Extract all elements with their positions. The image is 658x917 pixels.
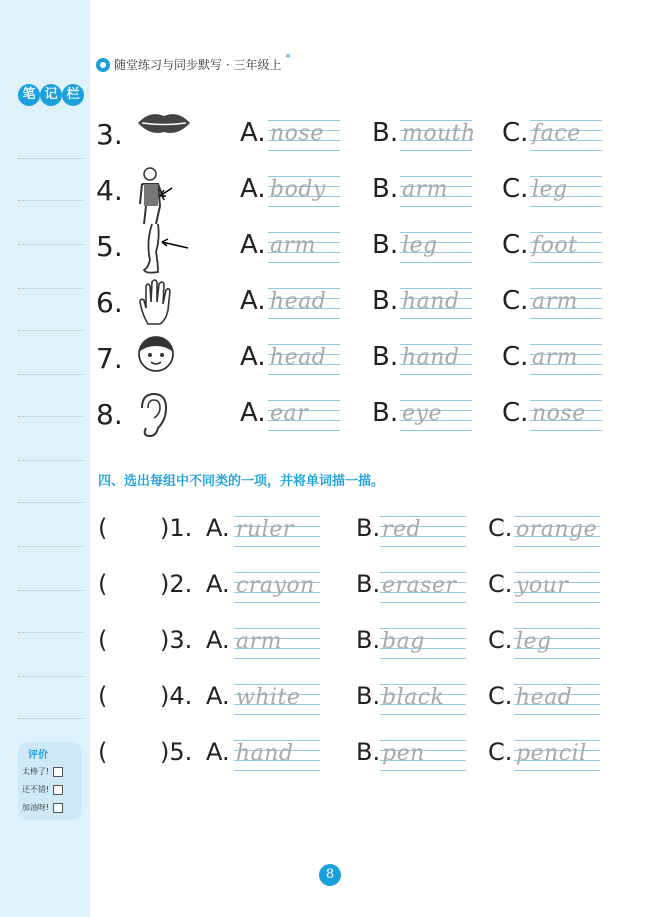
- page-header: [96, 53, 291, 73]
- question-number: 8.: [96, 398, 123, 431]
- evaluation-item-label: 还不错!: [22, 785, 50, 794]
- trace-word[interactable]: red: [382, 517, 422, 542]
- note-line: [18, 330, 84, 331]
- trace-word[interactable]: head: [270, 289, 327, 314]
- leg-arrow-icon: [136, 222, 190, 280]
- evaluation-item-label: 加油呀!: [22, 803, 50, 812]
- trace-word[interactable]: leg: [532, 177, 568, 202]
- answer-paren-open: (: [98, 682, 108, 710]
- trace-word[interactable]: nose: [532, 401, 586, 426]
- trace-word[interactable]: pen: [382, 741, 425, 766]
- trace-word[interactable]: face: [532, 121, 581, 146]
- option-letter: B.: [372, 174, 399, 204]
- trace-word[interactable]: arm: [270, 233, 316, 258]
- trace-word[interactable]: body: [270, 177, 326, 202]
- evaluation-checkbox[interactable]: [53, 785, 63, 795]
- option-letter: A.: [206, 570, 230, 598]
- trace-word[interactable]: white: [236, 685, 301, 710]
- trace-word[interactable]: your: [516, 573, 569, 598]
- option-letter: B.: [356, 626, 381, 654]
- notes-title-char: 记: [40, 84, 62, 106]
- page-number: 8: [319, 864, 341, 886]
- note-line: [18, 374, 84, 375]
- trace-word[interactable]: black: [382, 685, 445, 710]
- trace-word[interactable]: leg: [402, 233, 438, 258]
- option-letter: B.: [372, 342, 399, 372]
- note-line: [18, 416, 84, 417]
- trace-word[interactable]: eraser: [382, 573, 457, 598]
- answer-paren-open: (: [98, 514, 108, 542]
- evaluation-title: 评价: [28, 750, 48, 761]
- evaluation-item: [22, 784, 63, 795]
- trace-word[interactable]: bag: [382, 629, 425, 654]
- option-letter: A.: [206, 514, 230, 542]
- trace-word[interactable]: head: [270, 345, 327, 370]
- trace-word[interactable]: crayon: [236, 573, 315, 598]
- question-number: 7.: [96, 342, 123, 375]
- question-number: )1.: [160, 514, 193, 542]
- question-number: )4.: [160, 682, 193, 710]
- option-letter: A.: [240, 174, 266, 204]
- option-letter: C.: [502, 286, 529, 316]
- note-line: [18, 590, 84, 591]
- body-arrow-icon: [136, 166, 176, 230]
- option-letter: A.: [206, 626, 230, 654]
- option-letter: B.: [356, 682, 381, 710]
- option-letter: B.: [356, 570, 381, 598]
- question-number: 6.: [96, 286, 123, 319]
- question-number: )3.: [160, 626, 193, 654]
- note-line: [18, 502, 84, 503]
- face-icon: [136, 334, 176, 378]
- note-line: [18, 200, 84, 201]
- trace-word[interactable]: head: [516, 685, 573, 710]
- evaluation-checkbox[interactable]: [53, 803, 63, 813]
- answer-paren-open: (: [98, 626, 108, 654]
- notes-sidebar: [0, 0, 90, 917]
- option-letter: C.: [502, 118, 529, 148]
- option-letter: C.: [488, 570, 513, 598]
- notes-title-char: 笔: [18, 84, 40, 106]
- note-line: [18, 288, 84, 289]
- option-letter: C.: [488, 738, 513, 766]
- option-letter: A.: [240, 286, 266, 316]
- option-letter: B.: [372, 230, 399, 260]
- header-title: 随堂练习与同步默写 · 三年级上: [114, 58, 282, 72]
- trace-word[interactable]: eye: [402, 401, 442, 426]
- note-line: [18, 718, 84, 719]
- option-letter: B.: [372, 118, 399, 148]
- option-letter: B.: [356, 514, 381, 542]
- trace-word[interactable]: hand: [402, 289, 460, 314]
- trace-word[interactable]: arm: [236, 629, 282, 654]
- option-letter: A.: [240, 118, 266, 148]
- evaluation-item: [22, 766, 63, 777]
- option-letter: C.: [502, 174, 529, 204]
- option-letter: A.: [240, 398, 266, 428]
- ear-icon: [136, 390, 172, 442]
- trace-word[interactable]: pencil: [516, 741, 587, 766]
- note-line: [18, 244, 84, 245]
- question-number: 3.: [96, 118, 123, 151]
- option-letter: A.: [240, 230, 266, 260]
- trace-word[interactable]: nose: [270, 121, 324, 146]
- option-letter: C.: [488, 682, 513, 710]
- option-letter: B.: [372, 398, 399, 428]
- option-letter: C.: [502, 398, 529, 428]
- trace-word[interactable]: foot: [532, 233, 578, 258]
- trace-word[interactable]: arm: [532, 345, 578, 370]
- option-letter: C.: [502, 230, 529, 260]
- option-letter: C.: [488, 626, 513, 654]
- option-letter: A.: [206, 682, 230, 710]
- option-letter: C.: [502, 342, 529, 372]
- trace-word[interactable]: leg: [516, 629, 552, 654]
- option-letter: C.: [488, 514, 513, 542]
- trace-word[interactable]: ruler: [236, 517, 294, 542]
- question-number: )2.: [160, 570, 193, 598]
- trace-word[interactable]: orange: [516, 517, 598, 542]
- trace-word[interactable]: ear: [270, 401, 309, 426]
- question-number: 5.: [96, 230, 123, 263]
- evaluation-checkbox[interactable]: [53, 767, 63, 777]
- trace-word[interactable]: arm: [532, 289, 578, 314]
- option-letter: A.: [240, 342, 266, 372]
- note-line: [18, 676, 84, 677]
- header-star: *: [285, 53, 291, 64]
- option-letter: A.: [206, 738, 230, 766]
- evaluation-item: [22, 802, 63, 813]
- note-line: [18, 158, 84, 159]
- book-logo-icon: [96, 58, 110, 72]
- option-letter: B.: [372, 286, 399, 316]
- question-number: 4.: [96, 174, 123, 207]
- notes-title: [18, 84, 84, 106]
- question-number: )5.: [160, 738, 193, 766]
- answer-paren-open: (: [98, 570, 108, 598]
- note-line: [18, 546, 84, 547]
- trace-word[interactable]: hand: [402, 345, 460, 370]
- answer-paren-open: (: [98, 738, 108, 766]
- note-line: [18, 460, 84, 461]
- hand-icon: [136, 278, 176, 330]
- section-four-title: 四、选出每组中不同类的一项，并将单词描一描。: [98, 474, 385, 489]
- evaluation-item-label: 太棒了!: [22, 767, 50, 776]
- notes-title-char: 栏: [62, 84, 84, 106]
- trace-word[interactable]: hand: [236, 741, 294, 766]
- trace-word[interactable]: mouth: [402, 121, 476, 146]
- evaluation-box: [18, 742, 82, 820]
- option-letter: B.: [356, 738, 381, 766]
- lips-icon: [136, 110, 192, 140]
- trace-word[interactable]: arm: [402, 177, 448, 202]
- note-line: [18, 632, 84, 633]
